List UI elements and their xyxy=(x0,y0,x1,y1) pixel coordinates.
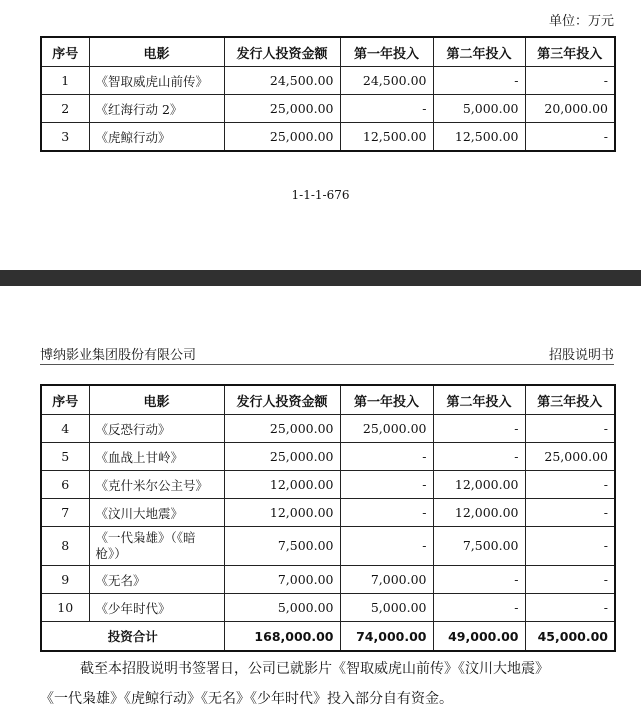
col-header-amount: 发行人投资金额 xyxy=(224,37,340,67)
header-divider xyxy=(40,364,614,365)
table-row xyxy=(41,67,615,95)
cell-film: 《克什米尔公主号》 xyxy=(89,471,224,499)
cell-no: 7 xyxy=(41,499,89,527)
cell-year2: - xyxy=(433,415,525,443)
col-header-no: 序号 xyxy=(41,385,89,415)
cell-no: 1 xyxy=(41,67,89,95)
cell-no: 4 xyxy=(41,415,89,443)
cell-year1: 7,000.00 xyxy=(340,566,433,594)
table-row xyxy=(41,415,615,443)
table-row xyxy=(41,471,615,499)
table-header-row xyxy=(41,385,615,415)
total-amount: 168,000.00 xyxy=(224,622,340,652)
cell-year3: - xyxy=(525,499,615,527)
cell-no: 10 xyxy=(41,594,89,622)
col-header-film: 电影 xyxy=(89,385,224,415)
cell-year1: 25,000.00 xyxy=(340,415,433,443)
cell-year3: - xyxy=(525,415,615,443)
table-row xyxy=(41,499,615,527)
cell-year2: - xyxy=(433,67,525,95)
cell-film: 《反恐行动》 xyxy=(89,415,224,443)
cell-year3: - xyxy=(525,527,615,566)
document-title: 招股说明书 xyxy=(548,348,614,363)
cell-film: 《少年时代》 xyxy=(89,594,224,622)
cell-year2: - xyxy=(433,443,525,471)
col-header-amount: 发行人投资金额 xyxy=(224,385,340,415)
cell-year1: - xyxy=(340,443,433,471)
cell-amount: 24,500.00 xyxy=(224,67,340,95)
cell-year2: - xyxy=(433,594,525,622)
cell-amount: 12,000.00 xyxy=(224,499,340,527)
cell-film: 《红海行动 2》 xyxy=(89,95,224,123)
table-row xyxy=(41,443,615,471)
col-header-year3: 第三年投入 xyxy=(525,385,615,415)
cell-no: 2 xyxy=(41,95,89,123)
cell-year3: - xyxy=(525,67,615,95)
page-top xyxy=(0,0,641,270)
total-year1: 74,000.00 xyxy=(340,622,433,652)
cell-film: 《虎鲸行动》 xyxy=(89,123,224,152)
investment-table-part2 xyxy=(40,384,616,652)
cell-amount: 12,000.00 xyxy=(224,471,340,499)
cell-year2: - xyxy=(433,566,525,594)
table-row xyxy=(41,594,615,622)
col-header-no: 序号 xyxy=(41,37,89,67)
cell-no: 6 xyxy=(41,471,89,499)
page-bottom xyxy=(0,286,641,723)
cell-no: 3 xyxy=(41,123,89,152)
cell-year2: 7,500.00 xyxy=(433,527,525,566)
table-header-row xyxy=(41,37,615,67)
total-label: 投资合计 xyxy=(41,622,224,652)
cell-year1: - xyxy=(340,95,433,123)
col-header-year1: 第一年投入 xyxy=(340,385,433,415)
cell-year1: 5,000.00 xyxy=(340,594,433,622)
cell-year1: 24,500.00 xyxy=(340,67,433,95)
cell-year2: 12,000.00 xyxy=(433,471,525,499)
cell-year3: 20,000.00 xyxy=(525,95,615,123)
cell-year2: 12,000.00 xyxy=(433,499,525,527)
cell-year1: 12,500.00 xyxy=(340,123,433,152)
cell-amount: 25,000.00 xyxy=(224,443,340,471)
page-separator xyxy=(0,270,641,286)
unit-label: 单位：万元 xyxy=(548,14,614,29)
col-header-film: 电影 xyxy=(89,37,224,67)
col-header-year2: 第二年投入 xyxy=(433,37,525,67)
cell-no: 8 xyxy=(41,527,89,566)
paragraph-line-2: 《一代枭雄》《虎鲸行动》《无名》《少年时代》投入部分自有资金。 xyxy=(40,691,453,707)
cell-film: 《血战上甘岭》 xyxy=(89,443,224,471)
total-row xyxy=(41,622,615,652)
cell-amount: 25,000.00 xyxy=(224,415,340,443)
table-row xyxy=(41,527,615,566)
col-header-year1: 第一年投入 xyxy=(340,37,433,67)
cell-amount: 7,000.00 xyxy=(224,566,340,594)
body-paragraph xyxy=(40,654,620,714)
cell-year3: - xyxy=(525,123,615,152)
cell-film: 《一代枭雄》（《暗枪》） xyxy=(89,527,224,566)
table-row xyxy=(41,566,615,594)
cell-amount: 5,000.00 xyxy=(224,594,340,622)
cell-amount: 25,000.00 xyxy=(224,95,340,123)
cell-no: 9 xyxy=(41,566,89,594)
cell-year3: - xyxy=(525,566,615,594)
investment-table-part1 xyxy=(40,36,616,152)
cell-no: 5 xyxy=(41,443,89,471)
table-row xyxy=(41,95,615,123)
paragraph-line xyxy=(40,654,620,684)
cell-year2: 12,500.00 xyxy=(433,123,525,152)
cell-film: 《汶川大地震》 xyxy=(89,499,224,527)
cell-year1: - xyxy=(340,471,433,499)
table-row xyxy=(41,123,615,152)
cell-year3: - xyxy=(525,594,615,622)
total-year3: 45,000.00 xyxy=(525,622,615,652)
cell-year1: - xyxy=(340,499,433,527)
col-header-year3: 第三年投入 xyxy=(525,37,615,67)
cell-year2: 5,000.00 xyxy=(433,95,525,123)
cell-film: 《无名》 xyxy=(89,566,224,594)
total-year2: 49,000.00 xyxy=(433,622,525,652)
page-number: 1-1-1-676 xyxy=(291,188,350,202)
cell-amount: 25,000.00 xyxy=(224,123,340,152)
paragraph-line-1: 截至本招股说明书签署日，公司已就影片《智取威虎山前传》《汶川大地震》 xyxy=(80,661,549,677)
cell-year3: - xyxy=(525,471,615,499)
cell-year1: - xyxy=(340,527,433,566)
cell-film: 《智取威虎山前传》 xyxy=(89,67,224,95)
col-header-year2: 第二年投入 xyxy=(433,385,525,415)
company-name: 博纳影业集团股份有限公司 xyxy=(40,348,197,363)
cell-amount: 7,500.00 xyxy=(224,527,340,566)
cell-year3: 25,000.00 xyxy=(525,443,615,471)
